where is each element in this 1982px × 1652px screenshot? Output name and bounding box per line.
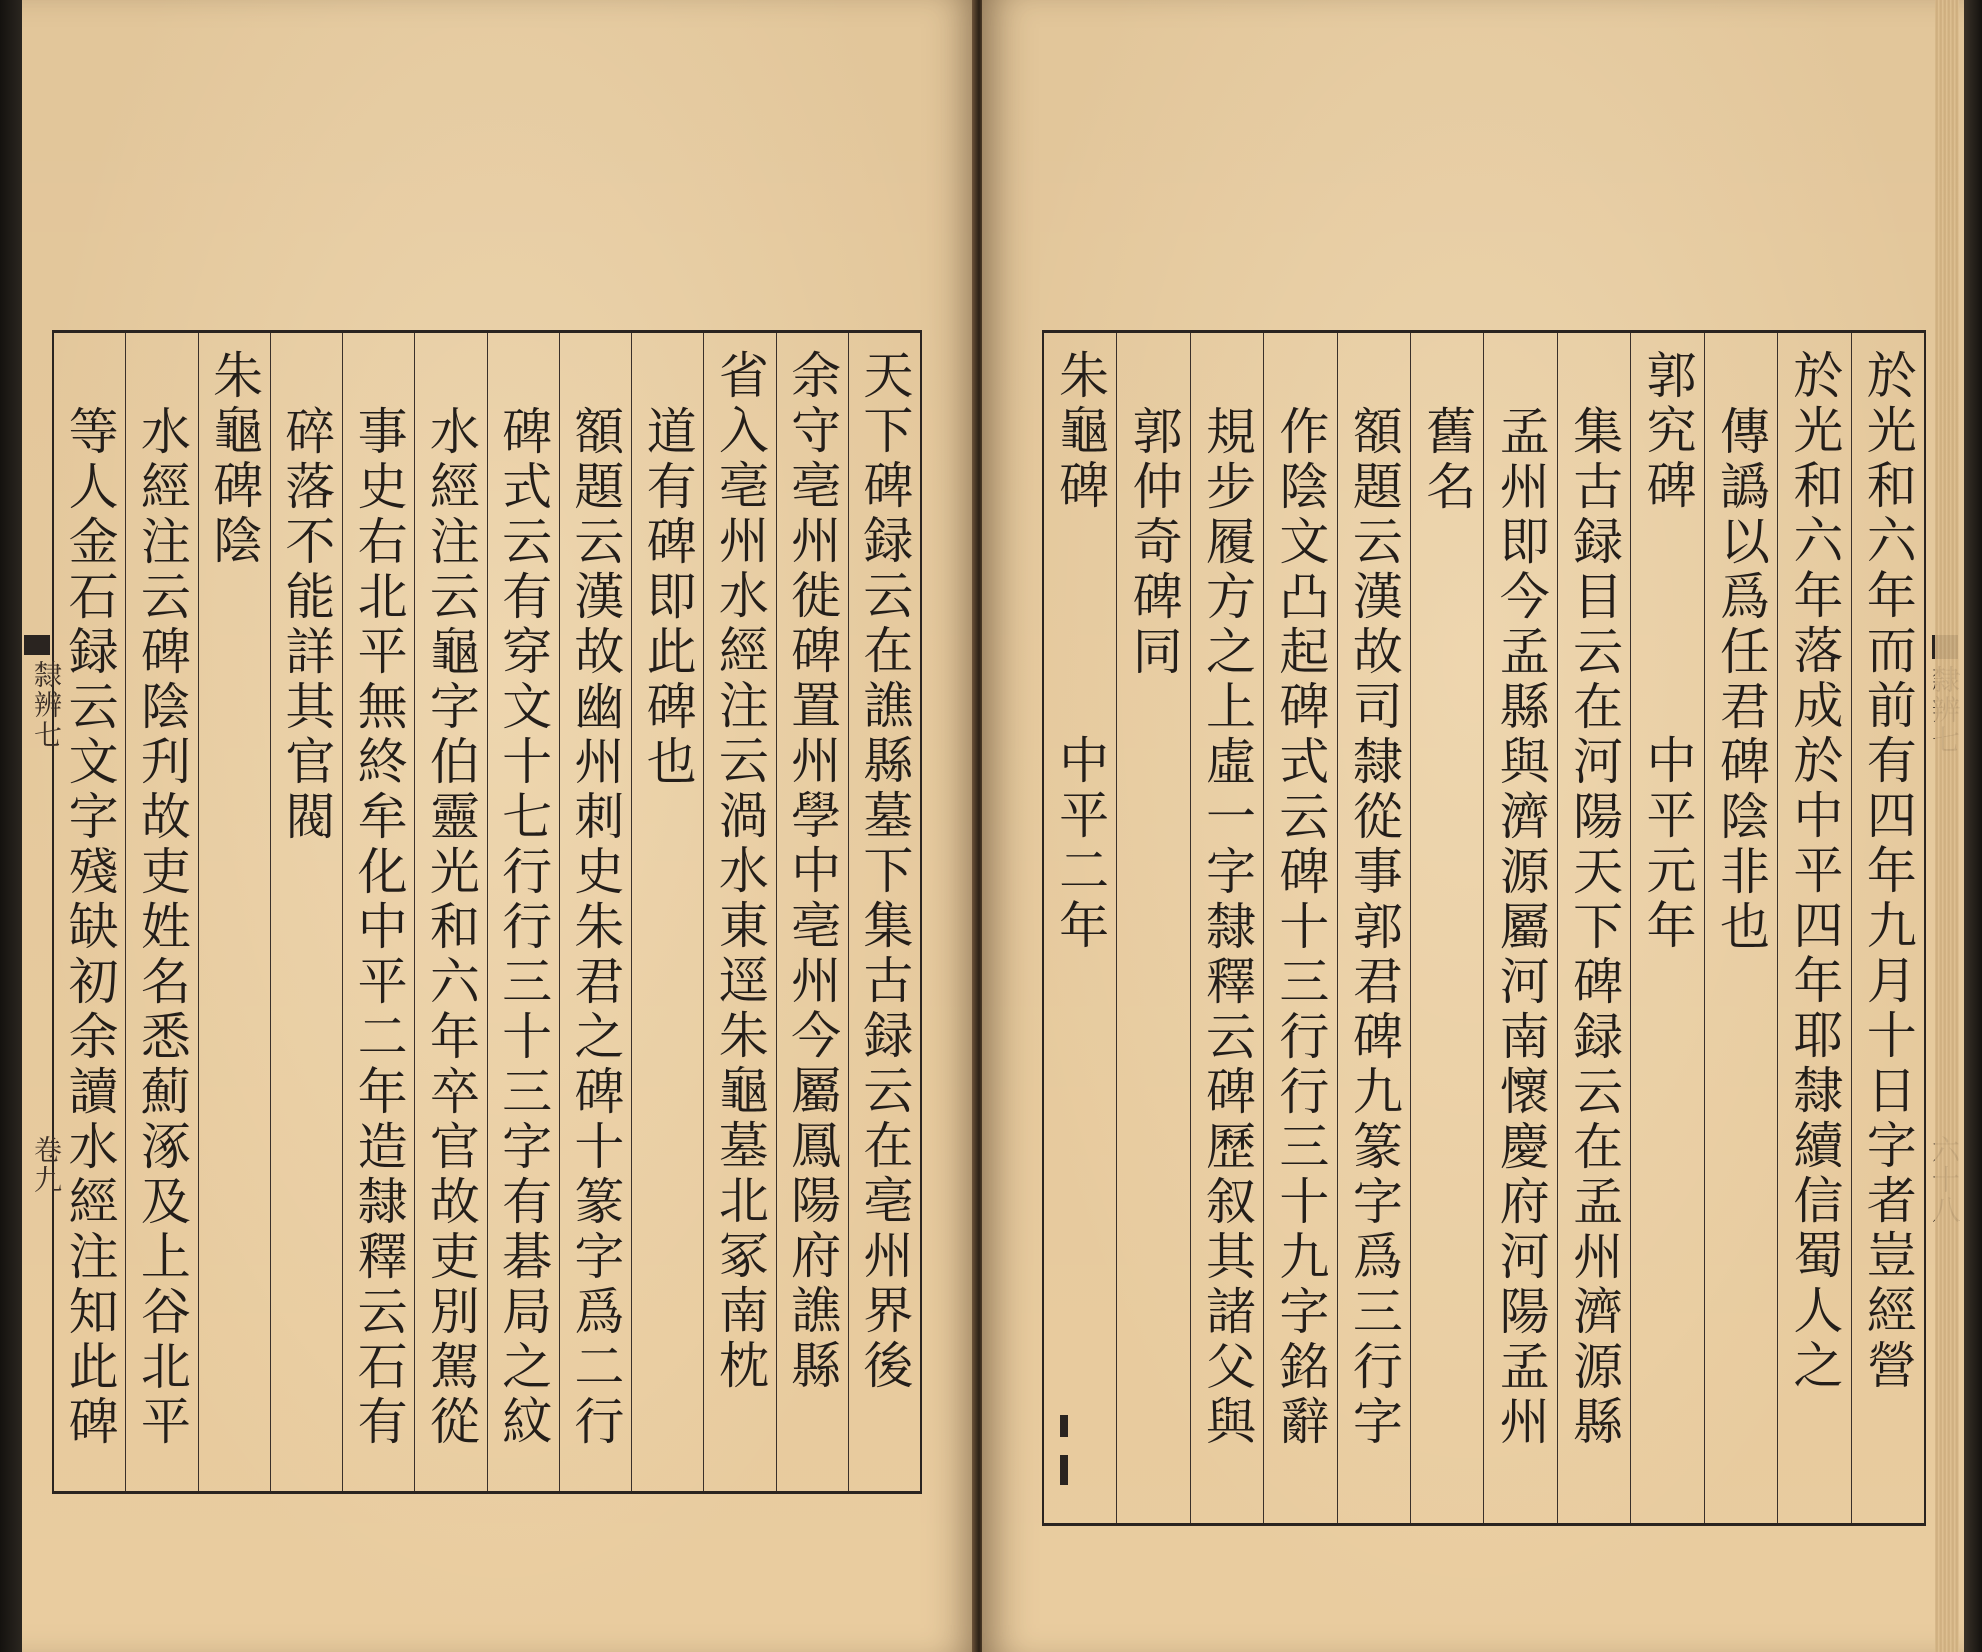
left-col-7 [414,333,486,1491]
left-col-11 [125,333,197,1491]
text-line: 省入亳州水經注云渦水東逕朱龜墓北冢南枕 [710,349,769,1394]
text-line: 規步履方之上虛一字隸釋云碑歷叙其諸父與 [1198,405,1256,1450]
ink-smudge [1060,1455,1068,1485]
right-col-3 [1704,333,1777,1523]
left-columns [54,333,920,1491]
text-line: 碑式云有穿文十七行行三十三字有碁局之紋 [494,405,553,1450]
left-page [22,0,978,1652]
banxin-title: 隸辨七 [30,660,63,750]
right-col-11 [1116,333,1189,1523]
page-stack-edge [1935,0,1959,1652]
left-col-1 [848,333,920,1491]
text-line: 於光和六年而前有四年九月十日字者豈經營 [1858,349,1917,1394]
text-line: 道有碑即此碑也 [638,405,697,790]
text-line: 舊名 [1418,405,1477,515]
right-columns [1044,333,1924,1523]
text-line: 天下碑録云在譙縣墓下集古録云在亳州界後 [855,349,914,1394]
text-line: 等人金石録云文字殘缺初余讀水經注知此碑 [60,405,119,1450]
text-line: 水經注云碑陰刋故吏姓名悉薊涿及上谷北平 [132,405,191,1450]
right-col-7 [1410,333,1483,1523]
right-text-frame [1042,330,1926,1526]
scan-border-left [0,0,22,1652]
fish-tail-mark [24,635,50,655]
text-line: 作陰文凸起碑式云碑十三行行三十九字銘辭 [1271,405,1330,1450]
left-col-10-heading [198,333,270,1491]
left-col-12 [54,333,125,1491]
left-col-9 [270,333,342,1491]
left-col-8 [342,333,414,1491]
text-line: 郭仲奇碑同 [1124,405,1183,680]
inscription-date: 中平二年 [1051,734,1110,954]
left-col-2 [776,333,848,1491]
text-line: 水經注云龜字伯靈光和六年卒官故吏別駕從 [421,405,480,1450]
right-col-1 [1851,333,1924,1523]
text-line: 余守亳州徙碑置州學中亳州今屬鳳陽府譙縣 [783,349,842,1394]
right-col-4-heading [1630,333,1703,1523]
right-col-8 [1337,333,1410,1523]
right-col-6 [1483,333,1556,1523]
inscription-title: 朱龜碑 [1051,349,1110,514]
text-line: 於光和六年落成於中平四年耶隸續信蜀人之 [1785,349,1844,1394]
right-col-12-heading [1044,333,1116,1523]
left-col-5 [559,333,631,1491]
right-col-9 [1263,333,1336,1523]
text-line: 孟州即今孟縣與濟源屬河南懷慶府河陽孟州 [1491,405,1550,1450]
text-line: 集古録目云在河陽天下碑録云在孟州濟源縣 [1565,405,1624,1450]
left-col-4 [631,333,703,1491]
text-line: 事史右北平無終牟化中平二年造隸釋云石有 [349,405,408,1450]
inscription-date: 中平元年 [1638,734,1697,954]
right-col-5 [1557,333,1630,1523]
inscription-title: 郭究碑 [1638,349,1697,514]
scan-border-right [1964,0,1982,1652]
inscription-title: 朱龜碑陰 [205,349,264,569]
ink-smudge [1060,1415,1068,1437]
text-line: 額題云漢故司隸從事郭君碑九篆字爲三行字 [1344,405,1403,1450]
banxin-page-number: 卷九 [30,1135,63,1195]
text-line: 傳譌以爲任君碑陰非也 [1711,405,1770,955]
right-col-2 [1777,333,1850,1523]
left-text-frame [52,330,922,1494]
right-col-10 [1190,333,1263,1523]
right-page [982,0,1964,1652]
left-col-6 [487,333,559,1491]
text-line: 碎落不能詳其官閥 [277,405,336,845]
left-col-3 [703,333,775,1491]
text-line: 額題云漢故幽州刺史朱君之碑十篆字爲二行 [566,405,625,1450]
